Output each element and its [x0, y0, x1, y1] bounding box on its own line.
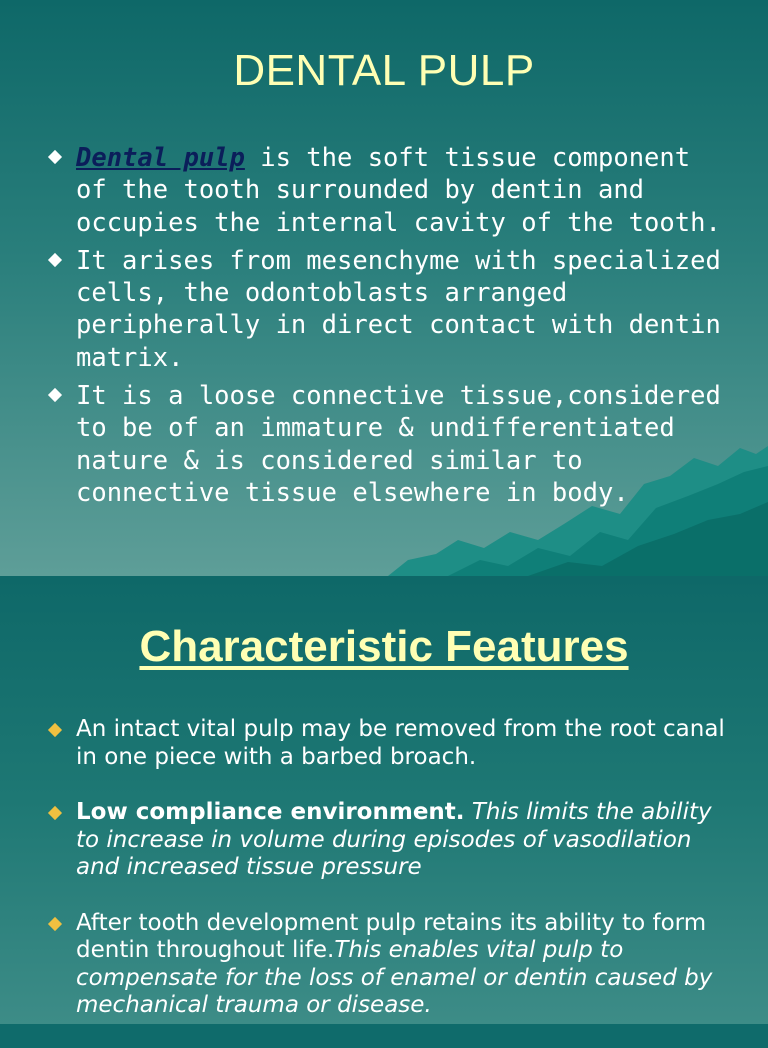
- bullet-bold-text: Low compliance environment.: [76, 799, 465, 825]
- diamond-bullet-icon: [48, 253, 62, 267]
- diamond-bullet-icon: [48, 723, 62, 737]
- bullet-text: After tooth development pulp retains its ability to form dentin throughout life.: [76, 909, 707, 963]
- diamond-bullet-icon: [48, 150, 62, 164]
- bullet-list: [44, 716, 734, 1048]
- bullet-italic-text: This limits the ability to increase in volume during episodes of vasodilation and increased tissue pressure: [76, 799, 712, 880]
- bullet-italic-text: This enables vital pulp to compensate for the loss of enamel or dentin caused by mechanical trauma or disease.: [76, 937, 713, 1018]
- list-item: [44, 799, 734, 882]
- bullet-text: It arises from mesenchyme with specialized cells, the odontoblasts arranged peripherally in direct contact with dentin matrix.: [76, 245, 721, 373]
- bullet-text: is the soft tissue component of the tooth surrounded by dentin and occupies the internal cavity of the tooth.: [76, 143, 721, 238]
- list-item: [44, 716, 734, 771]
- bullet-text: An intact vital pulp may be removed from the root canal in one piece with a barbed broach.: [76, 716, 725, 770]
- diamond-bullet-icon: [48, 806, 62, 820]
- bullet-text: It is a loose connective tissue,considered to be of an immature & undifferentiated nature & is considered similar to connective tissue elsewhere in body.: [76, 381, 721, 508]
- list-item: [44, 910, 734, 1020]
- list-item: [44, 380, 734, 509]
- diamond-bullet-icon: [48, 388, 62, 402]
- diamond-bullet-icon: [48, 916, 62, 930]
- list-item: [44, 142, 734, 239]
- key-term: Dental pulp: [76, 143, 245, 173]
- slide-title: Characteristic Features: [139, 622, 629, 671]
- bullet-list: [44, 142, 734, 515]
- slide-title: DENTAL PULP: [233, 46, 535, 95]
- list-item: [44, 245, 734, 374]
